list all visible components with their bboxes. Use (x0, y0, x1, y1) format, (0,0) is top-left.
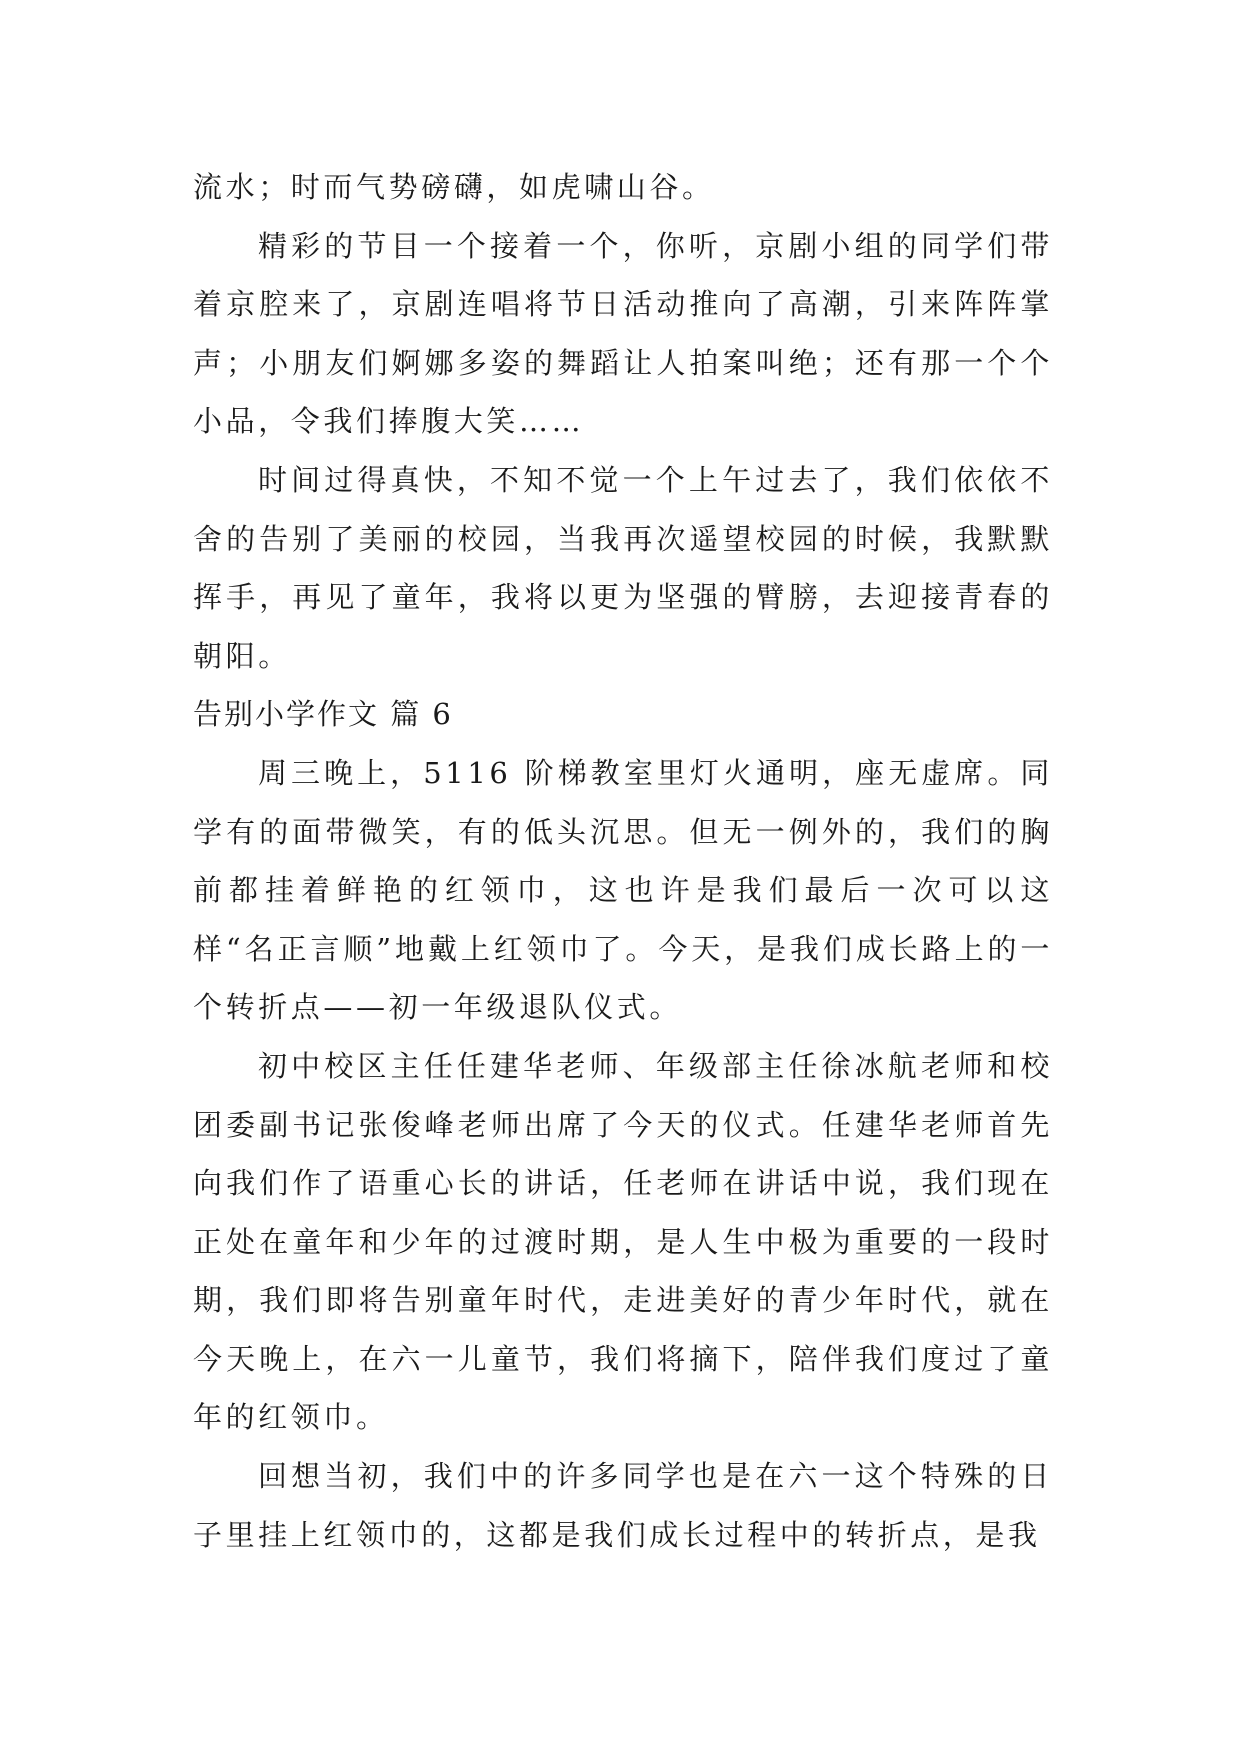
paragraph-continuation: 流水；时而气势磅礴，如虎啸山谷。 (193, 170, 715, 204)
paragraph-speech: 初中校区主任任建华老师、年级部主任徐冰航老师和校团委副书记张俊峰老师出席了今天的仪式。任建华老师首先向我们作了语重心长的讲话，任老师在讲话中说，我们现在正处在童年和少年的过渡时期，是人生中极为重要的一段时期，我们即将告别童年时代，走进美好的青少年时代，就在今天晚上，在六一儿童节，我们将摘下，陪伴我们度过了童年的红领巾。 (193, 1048, 1053, 1435)
paragraph-recollection: 回想当初，我们中的许多同学也是在六一这个特殊的日子里挂上红领巾的，这都是我们成长过程中的转折点，是我 (193, 1459, 1053, 1552)
paragraph-ceremony: 周三晚上，5116 阶梯教室里灯火通明，座无虚席。同学有的面带微笑，有的低头沉思。但无一例外的，我们的胸前都挂着鲜艳的红领巾，这也许是我们最后一次可以这样“名正言顺”地戴上红领巾了。今天，是我们成长路上的一个转折点——初一年级退队仪式。 (193, 755, 1053, 1025)
paragraph-performances: 精彩的节目一个接着一个，你听，京剧小组的同学们带着京腔来了，京剧连唱将节日活动推向了高潮，引来阵阵掌声；小朋友们婀娜多姿的舞蹈让人拍案叫绝；还有那一个个小品，令我们捧腹大笑…… (193, 228, 1053, 439)
section-heading: 告别小学作文 篇 6 (193, 697, 453, 732)
document-body (193, 158, 1053, 1564)
paragraph-farewell: 时间过得真快，不知不觉一个上午过去了，我们依依不舍的告别了美丽的校园，当我再次遥望校园的时候，我默默挥手，再见了童年，我将以更为坚强的臂膀，去迎接青春的朝阳。 (193, 462, 1053, 673)
